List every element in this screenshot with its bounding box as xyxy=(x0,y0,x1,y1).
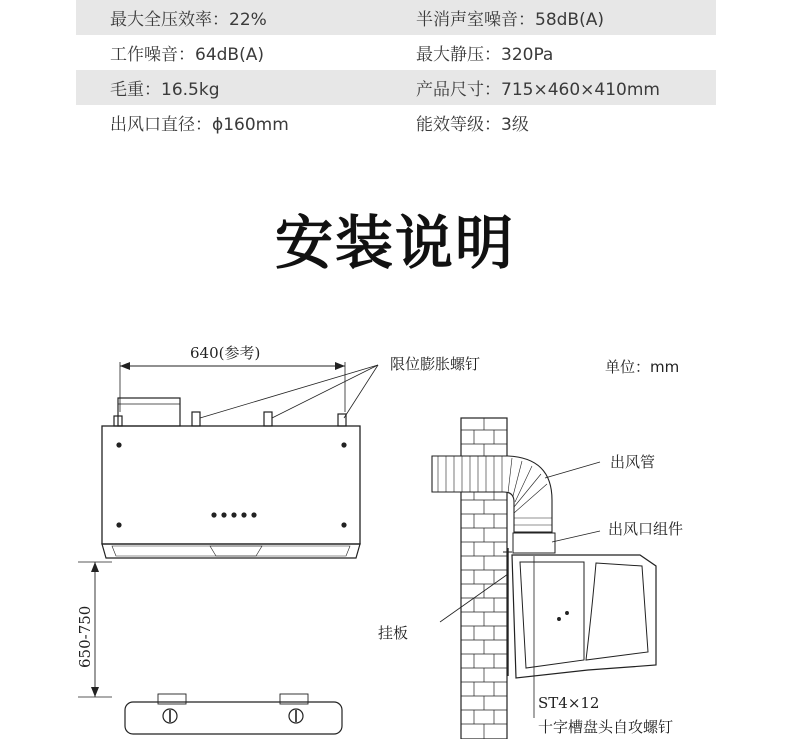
limit-screw-label: 限位膨胀螺钉 xyxy=(390,355,481,373)
screw-spec-label: ST4×12 xyxy=(538,694,600,712)
spec-cell: 出风口直径：ϕ160mm xyxy=(110,115,289,135)
spec-cell: 工作噪音：64dB(A) xyxy=(110,45,264,65)
spec-cell: 能效等级：3级 xyxy=(416,115,529,135)
unit-label: 单位：mm xyxy=(605,358,680,376)
spec-cell: 产品尺寸：715×460×410mm xyxy=(416,80,660,100)
height-dimension-label: 650-750 xyxy=(76,605,94,668)
spec-cell: 最大全压效率：22% xyxy=(110,10,267,30)
outlet-assembly-label: 出风口组件 xyxy=(608,520,684,538)
section-title: 安装说明 xyxy=(274,209,515,277)
screw-type-label: 十字槽盘头自攻螺钉 xyxy=(538,718,674,736)
spec-cell: 最大静压：320Pa xyxy=(416,45,554,65)
front-view xyxy=(78,362,378,734)
width-dimension-label: 640(参考) xyxy=(190,344,261,362)
hanger-plate-label: 挂板 xyxy=(378,624,409,642)
spec-cell: 半消声室噪音：58dB(A) xyxy=(416,10,604,30)
duct-label: 出风管 xyxy=(610,453,656,471)
spec-cell: 毛重：16.5kg xyxy=(110,80,220,100)
